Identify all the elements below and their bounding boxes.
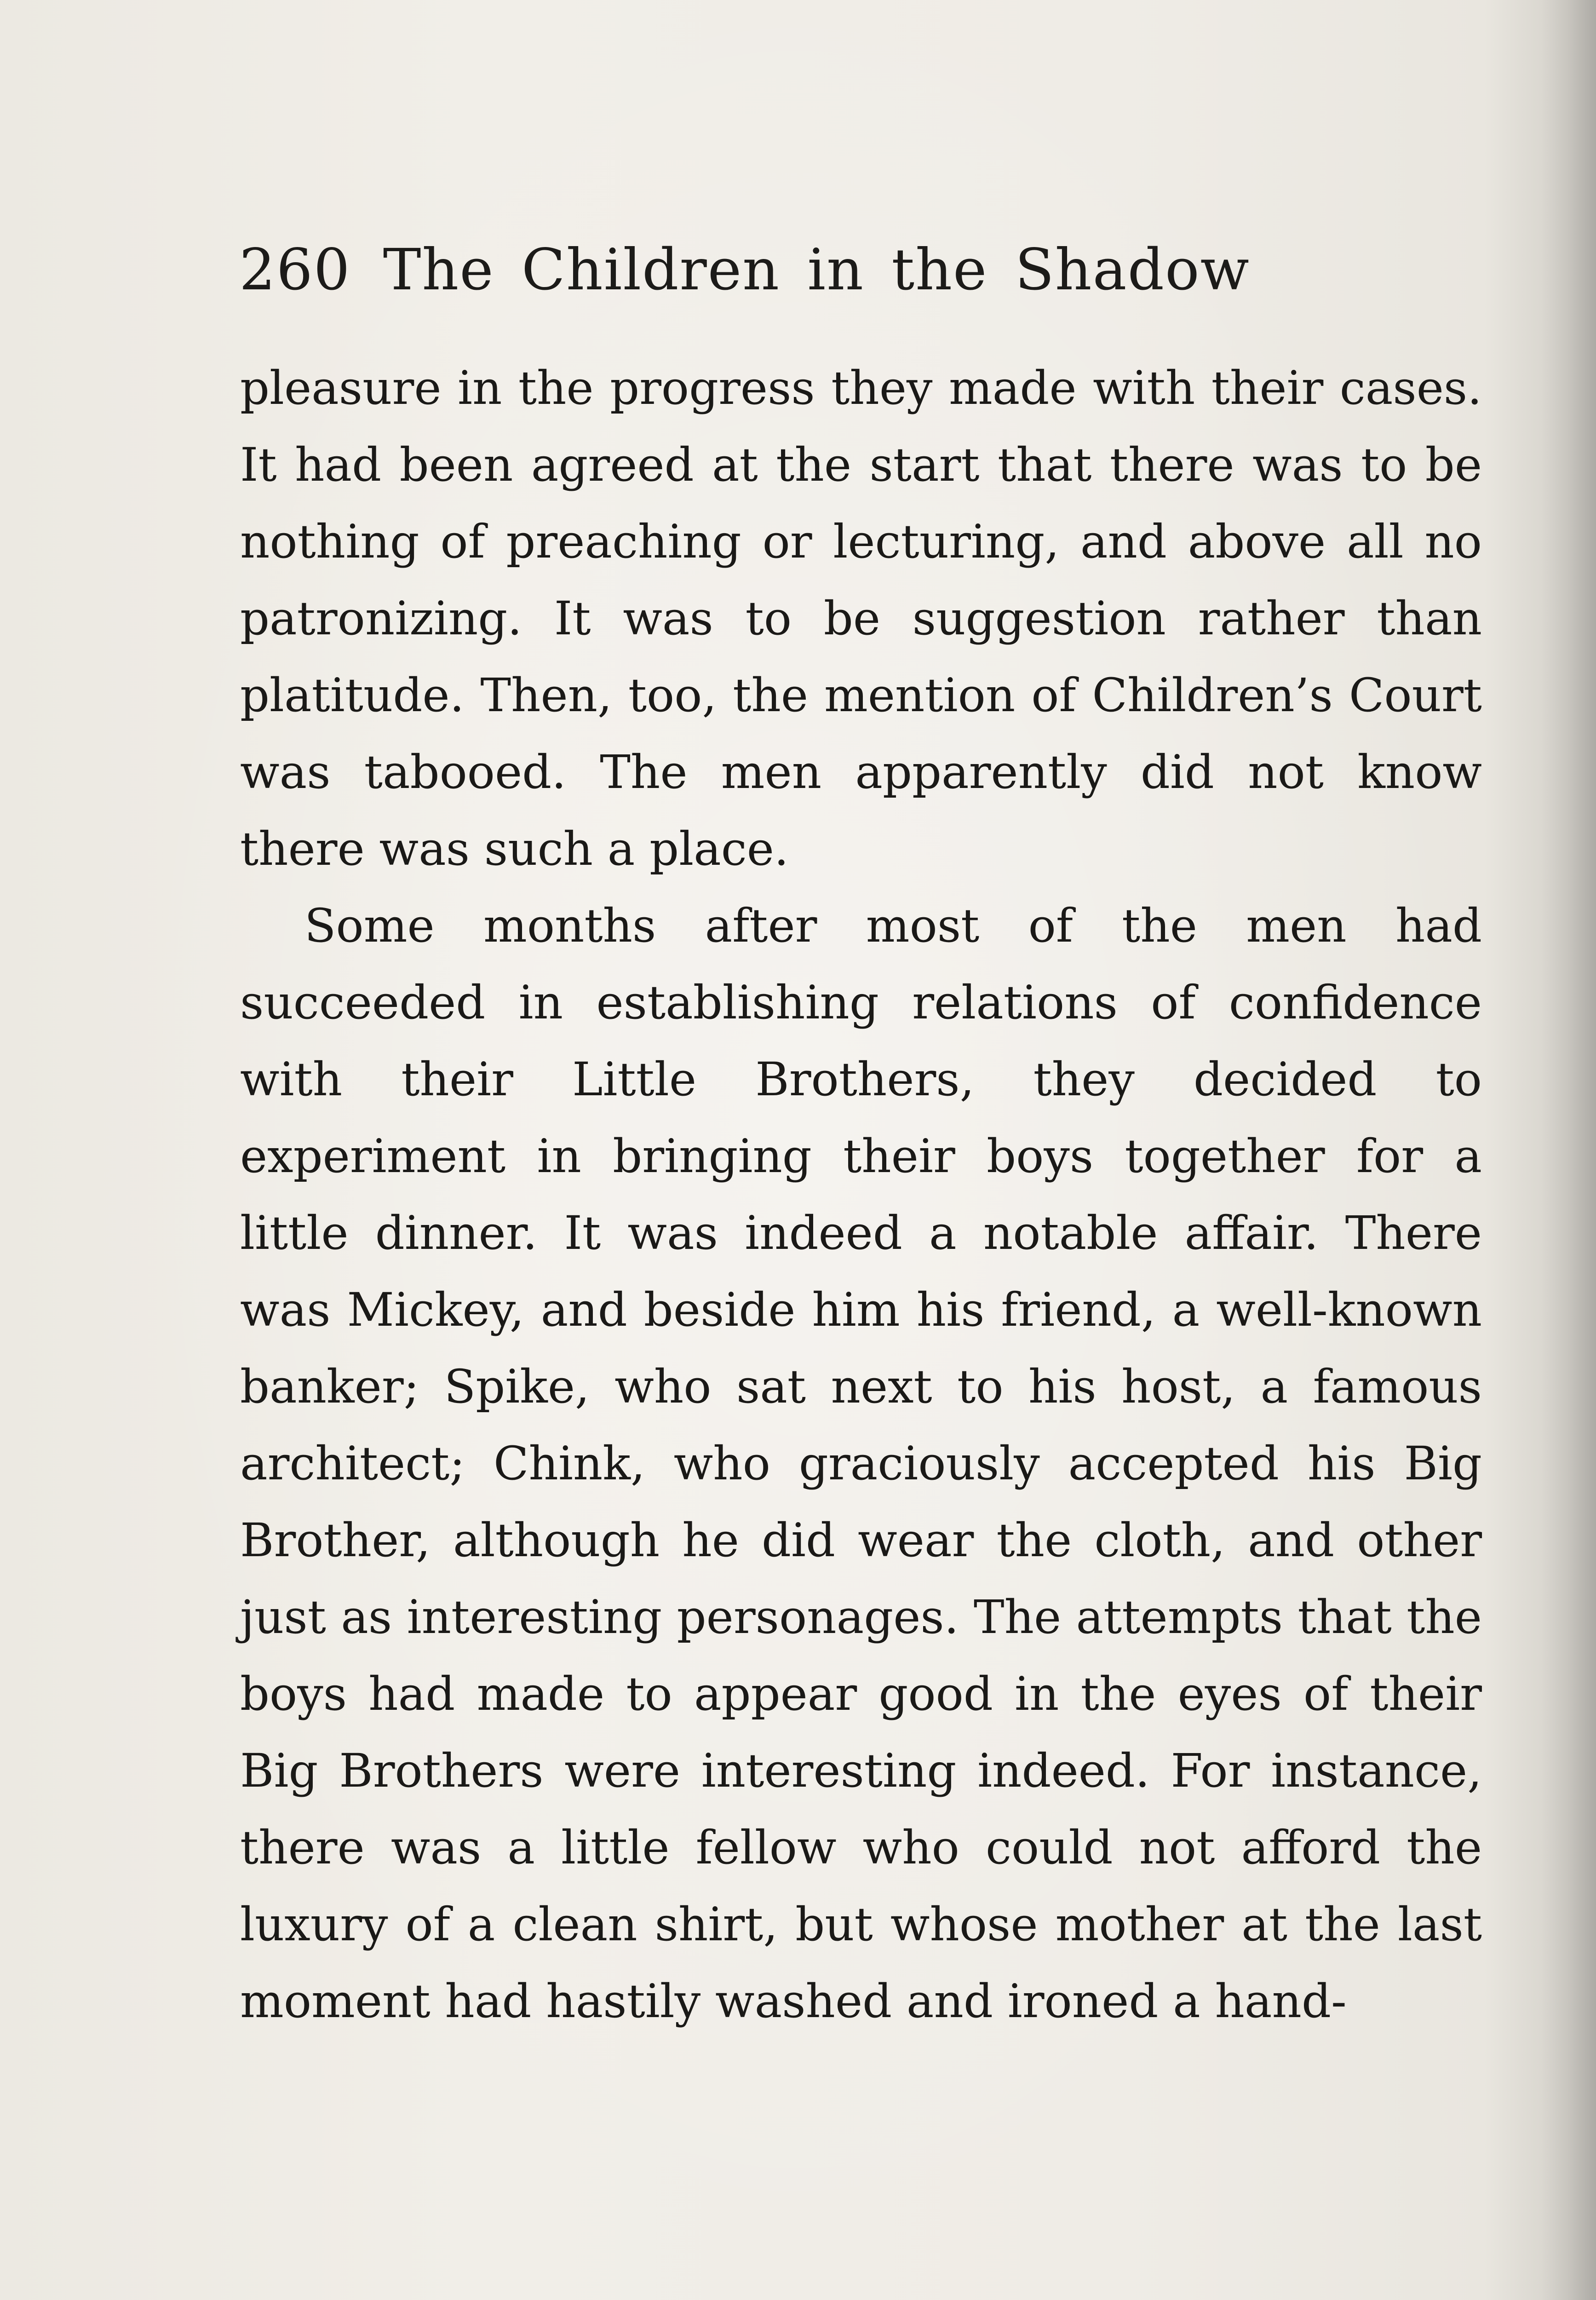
body-text: [240, 350, 1482, 2040]
paragraph: pleasure in the progress they made with their cases. It had been agreed at the start that there was to be nothing of preaching or lecturing, and above all no patronizing. It was to be suggestion rather than platitude. Then, too, the mention of Children’s Court was tabooed. The men apparently did not know there was such a place.: [240, 361, 1482, 876]
page-number: 260: [239, 237, 351, 303]
running-title: The Children in the Shadow: [383, 237, 1250, 303]
page-edge-shadow: [1541, 0, 1596, 2300]
page-header: [239, 237, 1481, 310]
paragraph: Some months after most of the men had succeeded in establishing relations of confidence with their Little Brothers, they decided to experiment in bringing their boys together for a little dinner. It was indeed a notable affair. There was Mickey, and beside him his friend, a well-known banker; Spike, who sat next to his host, a famous architect; Chink, who graciously accepted his Big Brother, although he did wear the cloth, and other just as interesting personages. The attempts that the boys had made to appear good in the eyes of their Big Brothers were interesting indeed. For instance, there was a little fellow who could not afford the luxury of a clean shirt, but whose mother at the last moment had hastily washed and ironed a hand-: [240, 899, 1482, 2028]
